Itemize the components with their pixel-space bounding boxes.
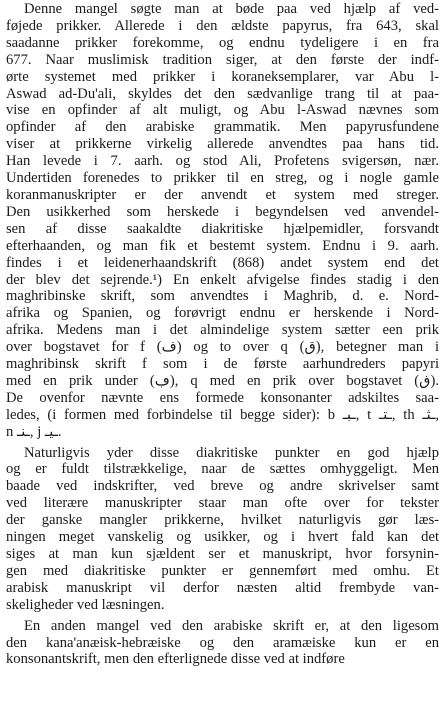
text-line: De ovenfor nævnte ens formede konsonanter adskiltes saa- xyxy=(6,389,439,406)
text-line: opfinder af den arabiske grammatik. Men papyrusfundene xyxy=(6,119,439,136)
text-line: maghribinsk skrift f som i de første aarhundreders papyri xyxy=(6,356,439,373)
text-line: den kana'anæisk-hebræiske og den aramæiske kun er en xyxy=(6,634,439,651)
text-line: saadanne prikker forekomme, og endnu tydeligere i en fra xyxy=(6,34,439,51)
text-line: arabisk manuskript vil derfor næsten altid frembyde van- xyxy=(6,579,439,596)
text-line: ved literære manuskripter staar man ofte over for tekster xyxy=(6,495,439,512)
text-line: findes i et leidenerhaandskrift (868) andet system end det xyxy=(6,254,439,271)
text-line: konsonantskrift, men den efterlignede disse ved at indføre xyxy=(6,651,345,668)
text-line: der blev det sejrende.¹) En enkelt afvigelse findes stadig i den xyxy=(6,271,439,288)
text-line: Aswad ad-Du'ali, skyldes det den sædvanlige trang til at paa- xyxy=(6,85,439,102)
text-line: En anden mangel ved den arabiske skrift er, at den ligesom xyxy=(24,617,439,634)
text-line: ørte systemet med prikker i koraneksemplarer, var Abu l- xyxy=(6,68,439,85)
text-line: ledes, (i formen med forbindelse til begge sider): b ـبـ, t ـتـ, th ـثـ, xyxy=(6,406,439,423)
text-line: med en prik under (ڢ), q med en prik over bogstavet (ڧ). xyxy=(6,372,439,389)
text-line: maghribinske skrift, som anvendtes i Maghrib, d. e. Nord- xyxy=(6,288,439,305)
text-line: og er fuldt tilstrækkelige, naar de sættes omhyggeligt. Men xyxy=(6,461,439,478)
text-line: sen af disse saakaldte diakritiske hjælpemidler, forsvandt xyxy=(6,220,439,237)
text-line: afrika. Medens man i det almindelige system sætter een prik xyxy=(6,322,439,339)
text-line: efterhaanden, og man fik et bestemt system. Endnu i 9. aarh. xyxy=(6,237,439,254)
text-line: skeligheder ved læsningen. xyxy=(6,596,165,613)
text-line: føjede prikker. Allerede i den ældste papyrus, fra 643, skal xyxy=(6,17,439,34)
text-line: Den usikkerhed som herskede i begyndelsen ved anvendel- xyxy=(6,203,439,220)
text-line: n ـنـ, j ـيـ. xyxy=(6,423,62,440)
paragraph-diacritic-history xyxy=(6,1,439,441)
paragraph-diacritic-usage xyxy=(6,445,439,614)
text-line: viser at prikkerne virkelig allerede anvendtes paa hans tid. xyxy=(6,136,439,153)
text-line: afrika og Spanien, og forøvrigt endnu er herskende i Nord- xyxy=(6,305,439,322)
text-line: gen med diakritiske punkter er gennemført med omhu. Et xyxy=(6,562,439,579)
text-line: ningen meget vanskelig og usikker, og i hvert fald kan det xyxy=(6,529,439,546)
paragraph-consonant-script xyxy=(6,618,439,669)
text-line: Han levede i 7. aarh. og stod Ali, Profetens svigersøn, nær. xyxy=(6,153,439,170)
text-line: 677. Naar muslimisk tradition siger, at den første der indf- xyxy=(6,51,439,68)
text-line: der ganske mangler prikkerne, hvilket naturligvis gør læs- xyxy=(6,512,439,529)
text-line: baade ved indskrifter, ved breve og andre skrivelser samt xyxy=(6,478,439,495)
text-line: Naturligvis yder disse diakritiske punkter en god hjælp xyxy=(24,444,439,461)
text-line: over bogstavet for f (ف) og to over q (ق), betegner man i xyxy=(6,339,439,356)
text-line: koranmanuskripter er der anvendt et system med streger. xyxy=(6,186,439,203)
text-line: Undertiden forenedes to prikker til en streg, og i nogle gamle xyxy=(6,170,439,187)
text-line: siges at man kun sjældent ser et manuskript, hvor forsynin- xyxy=(6,546,439,562)
text-line: Denne mangel søgte man at bøde paa ved hjælp af ved- xyxy=(24,1,439,17)
text-line: vise en opfinder af alt muligt, og Abu l-Aswad nævnes som xyxy=(6,102,439,119)
